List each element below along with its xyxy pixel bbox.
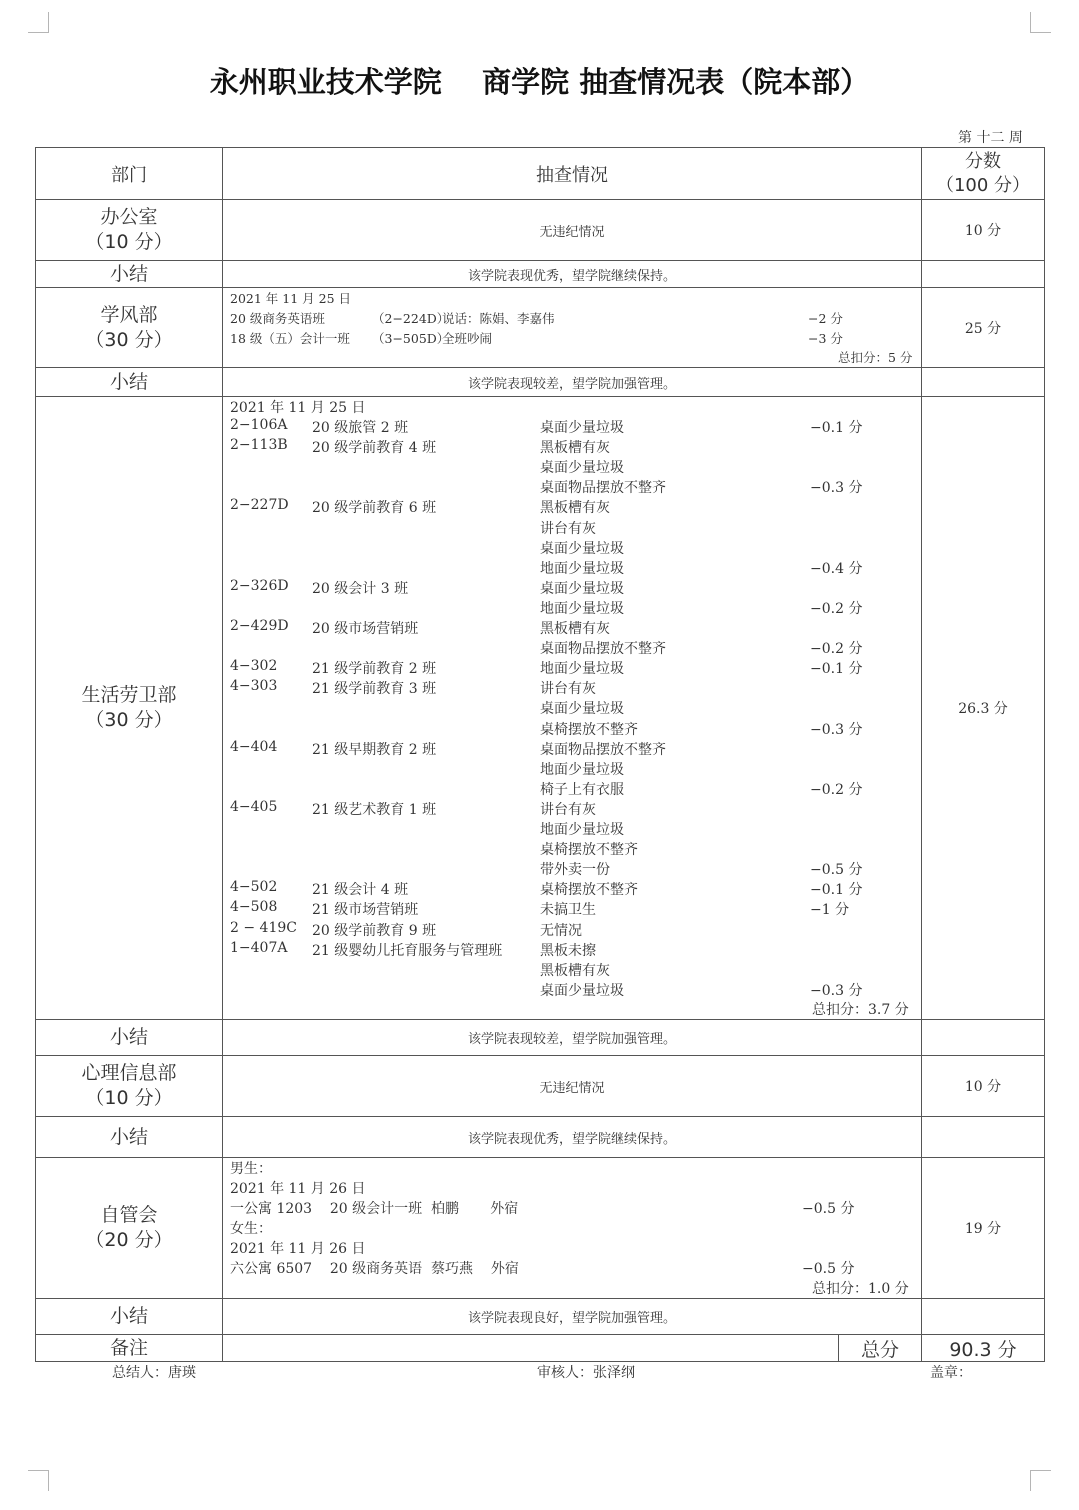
self-male-deduct: −0.5 分 bbox=[802, 1201, 855, 1217]
labor-row-deduct: −0.3 分 bbox=[810, 982, 863, 999]
psych-summary: 该学院表现优秀，望学院继续保持。 bbox=[467, 1131, 676, 1147]
page-title: 永州职业技术学院 商学院 抽查情况表（院本部） bbox=[209, 65, 870, 99]
labor-row-deduct: −0.2 分 bbox=[810, 600, 863, 617]
labor-row-deduct: −0.2 分 bbox=[810, 781, 863, 798]
labor-row-room: 4−502 bbox=[230, 879, 278, 896]
reviewer: 审核人：张泽纲 bbox=[537, 1365, 635, 1381]
study-total-deduct: 总扣分：5 分 bbox=[838, 350, 913, 365]
labor-row-deduct: −0.3 分 bbox=[810, 721, 863, 738]
total-label: 总分 bbox=[860, 1338, 899, 1361]
crop-mark-bottom-right bbox=[1030, 1470, 1051, 1491]
study-summary: 该学院表现较差，望学院加强管理。 bbox=[467, 376, 676, 392]
self-male-date: 2021 年 11 月 26 日 bbox=[230, 1181, 366, 1197]
labor-row-issue: 地面少量垃圾 bbox=[540, 560, 624, 577]
self-female-label: 女生： bbox=[230, 1221, 272, 1237]
labor-row-issue: 桌椅摆放不整齐 bbox=[540, 721, 638, 738]
study-item-deduct: −2 分 bbox=[808, 311, 843, 326]
labor-row-deduct: −1 分 bbox=[810, 902, 850, 919]
self-score: 19 分 bbox=[964, 1221, 1002, 1237]
labor-row-room: 4−302 bbox=[230, 658, 278, 675]
study-item-class: 18 级（五）会计一班 bbox=[230, 331, 350, 346]
self-summary-label: 小结 bbox=[109, 1305, 148, 1327]
dept-study bbox=[36, 288, 222, 367]
labor-row-issue: 桌面少量垃圾 bbox=[540, 580, 624, 597]
labor-row-issue: 无情况 bbox=[540, 922, 582, 939]
office-score: 10 分 bbox=[964, 223, 1002, 239]
labor-row-room: 2−106A bbox=[230, 417, 288, 433]
dept-psych bbox=[36, 1056, 222, 1116]
labor-row-issue: 桌面物品摆放不整齐 bbox=[540, 741, 666, 758]
labor-summary-label: 小结 bbox=[109, 1026, 148, 1048]
self-female-deduct: −0.5 分 bbox=[802, 1261, 855, 1277]
labor-row-issue: 带外卖一份 bbox=[540, 862, 610, 879]
study-item-room: （2−224D） bbox=[372, 311, 450, 326]
labor-row-class: 20 级旅管 2 班 bbox=[312, 420, 409, 436]
crop-mark-bottom-left bbox=[28, 1470, 49, 1491]
labor-row-class: 20 级会计 3 班 bbox=[312, 580, 409, 597]
labor-row-room: 1−407A bbox=[230, 939, 288, 956]
labor-row-issue: 桌椅摆放不整齐 bbox=[540, 882, 638, 899]
labor-row-room: 2 − 419C bbox=[230, 919, 297, 936]
dept-study-name: 学风部 bbox=[100, 303, 158, 326]
labor-row-room: 2−429D bbox=[230, 618, 289, 634]
labor-row-issue: 地面少量垃圾 bbox=[540, 822, 624, 838]
dept-psych-max: （10 分） bbox=[85, 1087, 173, 1109]
labor-summary: 该学院表现较差，望学院加强管理。 bbox=[467, 1032, 676, 1047]
labor-row-issue: 桌面少量垃圾 bbox=[540, 982, 624, 999]
psych-summary-label: 小结 bbox=[109, 1125, 148, 1148]
header-score-label: 分数 bbox=[965, 150, 1001, 172]
labor-row-room: 2−227D bbox=[230, 497, 289, 514]
dept-self-name: 自管会 bbox=[100, 1204, 158, 1226]
labor-row-issue: 桌面少量垃圾 bbox=[540, 420, 624, 436]
labor-row-issue: 黑板槽有灰 bbox=[540, 500, 610, 517]
study-item-class: 20 级商务英语班 bbox=[230, 311, 325, 326]
labor-row-class: 21 级艺术教育 1 班 bbox=[312, 801, 437, 818]
summarizer: 总结人：唐瑛 bbox=[112, 1365, 196, 1381]
labor-row-issue: 未搞卫生 bbox=[540, 902, 596, 919]
self-male-label: 男生： bbox=[230, 1161, 272, 1177]
labor-score: 26.3 分 bbox=[958, 701, 1008, 717]
self-female-item: 六公寓 6507 20 级商务英语 蔡巧燕 外宿 bbox=[230, 1261, 519, 1277]
labor-row-issue: 桌面少量垃圾 bbox=[540, 540, 624, 557]
self-male-item: 一公寓 1203 20 级会计一班 柏鹏 外宿 bbox=[230, 1201, 519, 1217]
remark-label: 备注 bbox=[109, 1336, 148, 1359]
labor-row-class: 20 级学前教育 6 班 bbox=[312, 500, 437, 517]
labor-date: 2021 年 11 月 25 日 bbox=[230, 400, 366, 416]
study-date: 2021 年 11 月 25 日 bbox=[230, 291, 351, 306]
labor-row-issue: 讲台有灰 bbox=[540, 801, 596, 818]
labor-row-deduct: −0.2 分 bbox=[810, 641, 863, 658]
labor-row-deduct: −0.5 分 bbox=[810, 862, 863, 879]
labor-row-room: 4−508 bbox=[230, 899, 278, 916]
dept-labor bbox=[36, 397, 222, 1019]
labor-row-class: 20 级学前教育 4 班 bbox=[312, 440, 437, 457]
labor-row-issue: 桌面物品摆放不整齐 bbox=[540, 480, 666, 497]
dept-self-max: （20 分） bbox=[85, 1229, 173, 1251]
labor-row-issue: 椅子上有衣服 bbox=[540, 781, 624, 798]
dept-psych-name: 心理信息部 bbox=[81, 1062, 177, 1084]
labor-row-class: 21 级早期教育 2 班 bbox=[312, 741, 437, 758]
labor-row-deduct: −0.1 分 bbox=[810, 882, 863, 899]
dept-office-name: 办公室 bbox=[100, 206, 158, 228]
labor-row-room: 4−405 bbox=[230, 798, 278, 815]
labor-row-class: 20 级学前教育 9 班 bbox=[312, 922, 437, 939]
labor-row-issue: 黑板未擦 bbox=[540, 942, 596, 959]
week-label: 第 十二 周 bbox=[958, 130, 1023, 146]
labor-row-deduct: −0.1 分 bbox=[810, 420, 863, 436]
dept-office-max: （10 分） bbox=[85, 231, 173, 253]
psych-content: 无违纪情况 bbox=[539, 1080, 605, 1096]
crop-mark-top-right bbox=[1030, 12, 1051, 33]
labor-row-class: 21 级会计 4 班 bbox=[312, 882, 409, 899]
labor-row-issue: 讲台有灰 bbox=[540, 681, 596, 698]
labor-row-deduct: −0.4 分 bbox=[810, 560, 863, 577]
header-check: 抽查情况 bbox=[536, 164, 608, 186]
dept-labor-name: 生活劳卫部 bbox=[81, 684, 177, 706]
psych-score: 10 分 bbox=[964, 1079, 1002, 1095]
header-dept: 部门 bbox=[111, 164, 147, 186]
self-total-deduct: 总扣分：1.0 分 bbox=[812, 1281, 909, 1297]
labor-total-deduct: 总扣分：3.7 分 bbox=[812, 1002, 909, 1018]
labor-row-class: 21 级婴幼儿托育服务与管理班 bbox=[312, 942, 503, 959]
labor-row-issue: 桌面物品摆放不整齐 bbox=[540, 641, 666, 658]
header-score-max: （100 分） bbox=[935, 174, 1031, 196]
labor-row-room: 2−326D bbox=[230, 577, 289, 594]
study-item-room: （3−505D） bbox=[372, 331, 450, 346]
labor-row-deduct: −0.1 分 bbox=[810, 661, 863, 678]
dept-labor-max: （30 分） bbox=[85, 709, 173, 731]
labor-row-issue: 地面少量垃圾 bbox=[540, 661, 624, 678]
total-value: 90.3 分 bbox=[949, 1338, 1017, 1361]
office-summary-label: 小结 bbox=[109, 262, 148, 285]
labor-row-issue: 黑板槽有灰 bbox=[540, 962, 610, 979]
labor-row-issue: 地面少量垃圾 bbox=[540, 600, 624, 617]
labor-row-issue: 讲台有灰 bbox=[540, 520, 596, 537]
labor-row-deduct: −0.3 分 bbox=[810, 480, 863, 497]
labor-row-issue: 地面少量垃圾 bbox=[540, 761, 624, 778]
study-item-deduct: −3 分 bbox=[808, 331, 843, 346]
labor-row-class: 21 级学前教育 2 班 bbox=[312, 661, 437, 678]
study-item-issue: 全班吵闹 bbox=[442, 331, 493, 346]
stamp: 盖章： bbox=[930, 1365, 972, 1381]
labor-row-class: 21 级市场营销班 bbox=[312, 902, 419, 919]
dept-study-max: （30 分） bbox=[85, 328, 173, 351]
labor-row-class: 20 级市场营销班 bbox=[312, 621, 419, 637]
labor-row-issue: 桌面少量垃圾 bbox=[540, 460, 624, 477]
labor-row-room: 2−113B bbox=[230, 437, 288, 454]
self-summary: 该学院表现良好，望学院加强管理。 bbox=[467, 1311, 676, 1326]
crop-mark-top-left bbox=[28, 12, 49, 33]
labor-row-issue: 黑板槽有灰 bbox=[540, 440, 610, 457]
labor-row-issue: 桌面少量垃圾 bbox=[540, 701, 624, 718]
self-female-date: 2021 年 11 月 26 日 bbox=[230, 1241, 366, 1257]
labor-row-room: 4−404 bbox=[230, 738, 278, 755]
office-content: 无违纪情况 bbox=[539, 224, 605, 240]
study-item-issue: 说话：陈娟、李嘉伟 bbox=[442, 311, 555, 326]
header-score bbox=[922, 148, 1044, 199]
labor-row-class: 21 级学前教育 3 班 bbox=[312, 681, 437, 698]
labor-row-issue: 桌椅摆放不整齐 bbox=[540, 842, 638, 859]
study-summary-label: 小结 bbox=[109, 370, 148, 393]
dept-office bbox=[36, 200, 222, 260]
study-score: 25 分 bbox=[964, 320, 1002, 337]
dept-self bbox=[36, 1158, 222, 1298]
labor-row-issue: 黑板槽有灰 bbox=[540, 621, 610, 637]
labor-row-room: 4−303 bbox=[230, 678, 278, 695]
office-summary: 该学院表现优秀，望学院继续保持。 bbox=[467, 268, 676, 284]
